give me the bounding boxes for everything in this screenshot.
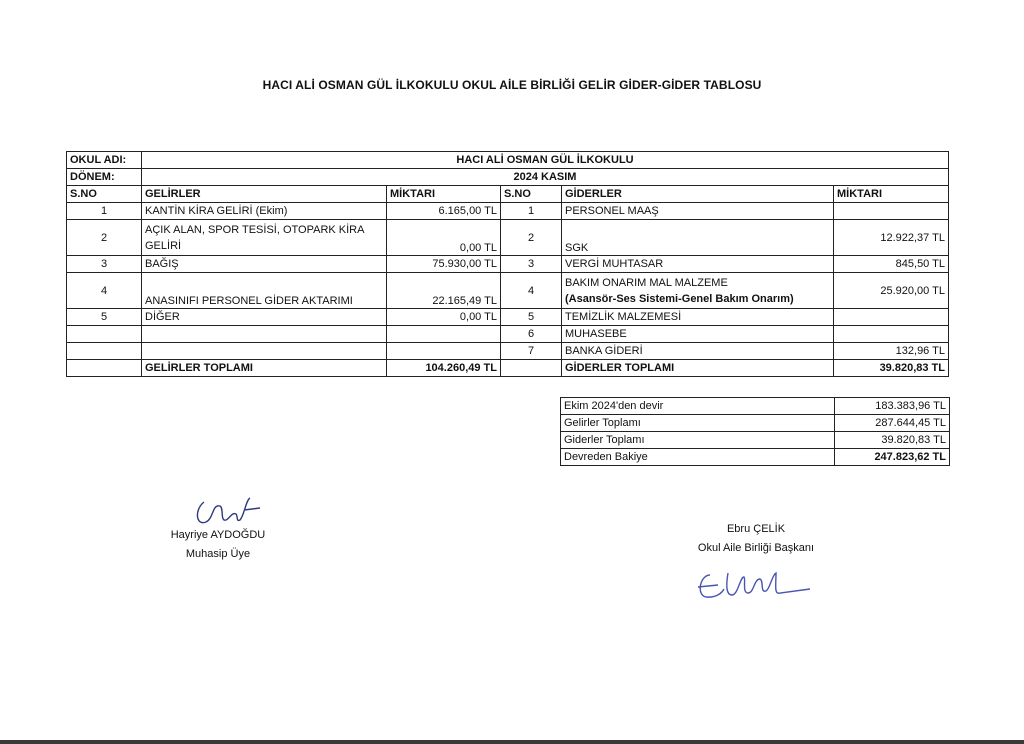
income-amount: 75.930,00 TL	[387, 256, 501, 273]
right-signer-name: Ebru ÇELİK	[726, 523, 786, 535]
right-signature	[688, 565, 818, 605]
expense-no: 3	[501, 256, 562, 273]
totals-blank	[67, 360, 142, 377]
summary-label: Ekim 2024'den devir	[561, 398, 835, 415]
income-total-label: GELİRLER TOPLAMI	[142, 360, 387, 377]
expense-amount: 25.920,00 TL	[834, 273, 949, 309]
col-sno-2: S.NO	[501, 186, 562, 203]
summary-row	[561, 415, 950, 432]
expense-no: 1	[501, 203, 562, 220]
table-row	[67, 343, 949, 360]
expense-name-detail: (Asansör-Ses Sistemi-Genel Bakım Onarım)	[565, 292, 794, 305]
expense-amount: 12.922,37 TL	[834, 220, 949, 256]
income-amount: 6.165,00 TL	[387, 203, 501, 220]
table-row	[67, 309, 949, 326]
expense-amount	[834, 309, 949, 326]
left-signature-block	[163, 526, 273, 564]
col-sno: S.NO	[67, 186, 142, 203]
expense-name: MUHASEBE	[562, 326, 834, 343]
table-row	[67, 203, 949, 220]
left-signer-role: Muhasip Üye	[185, 548, 251, 560]
expense-name: TEMİZLİK MALZEMESİ	[562, 309, 834, 326]
col-amount-2: MİKTARI	[834, 186, 949, 203]
table-row	[67, 256, 949, 273]
income-no: 5	[67, 309, 142, 326]
expense-amount: 845,50 TL	[834, 256, 949, 273]
expense-total-value: 39.820,83 TL	[834, 360, 949, 377]
income-no: 4	[67, 273, 142, 309]
balance-summary-table	[560, 397, 950, 466]
summary-value: 39.820,83 TL	[835, 432, 950, 449]
income-name: AÇIK ALAN, SPOR TESİSİ, OTOPARK KİRA GELİRİ	[142, 220, 387, 256]
income-name	[142, 343, 387, 360]
income-no	[67, 326, 142, 343]
col-amount: MİKTARI	[387, 186, 501, 203]
expense-name: BAKIM ONARIM MAL MALZEME	[565, 276, 728, 289]
income-no: 2	[67, 220, 142, 256]
expense-no: 7	[501, 343, 562, 360]
summary-row	[561, 398, 950, 415]
expense-no: 2	[501, 220, 562, 256]
table-row	[67, 220, 949, 256]
income-expense-table	[66, 151, 949, 377]
col-income: GELİRLER	[142, 186, 387, 203]
summary-label: Gelirler Toplamı	[561, 415, 835, 432]
document-title: HACI ALİ OSMAN GÜL İLKOKULU OKUL AİLE BİRLİĞİ GELİR GİDER-GİDER TABLOSU	[262, 78, 762, 92]
income-amount: 22.165,49 TL	[387, 273, 501, 309]
income-amount	[387, 343, 501, 360]
income-name	[142, 326, 387, 343]
summary-value: 247.823,62 TL	[835, 449, 950, 466]
summary-label: Giderler Toplamı	[561, 432, 835, 449]
income-total-value: 104.260,49 TL	[387, 360, 501, 377]
school-row	[67, 152, 949, 169]
expense-name: SGK	[562, 220, 834, 256]
income-name: ANASINIFI PERSONEL GİDER AKTARIMI	[142, 273, 387, 309]
expense-no: 4	[501, 273, 562, 309]
period-label: DÖNEM:	[67, 169, 142, 186]
expense-no: 5	[501, 309, 562, 326]
income-name: KANTİN KİRA GELİRİ (Ekim)	[142, 203, 387, 220]
income-amount: 0,00 TL	[387, 220, 501, 256]
school-value: HACI ALİ OSMAN GÜL İLKOKULU	[142, 152, 949, 169]
income-name: BAĞIŞ	[142, 256, 387, 273]
expense-name: VERGİ MUHTASAR	[562, 256, 834, 273]
income-no: 3	[67, 256, 142, 273]
period-value: 2024 KASIM	[142, 169, 949, 186]
table-row	[67, 273, 949, 309]
expense-total-label: GİDERLER TOPLAMI	[562, 360, 834, 377]
column-header-row	[67, 186, 949, 203]
scan-edge	[0, 740, 1024, 744]
table-row	[67, 326, 949, 343]
expense-amount	[834, 326, 949, 343]
income-amount	[387, 326, 501, 343]
expense-name-cell	[562, 273, 834, 309]
income-no: 1	[67, 203, 142, 220]
col-expense: GİDERLER	[562, 186, 834, 203]
summary-value: 287.644,45 TL	[835, 415, 950, 432]
summary-label: Devreden Bakiye	[561, 449, 835, 466]
expense-name: PERSONEL MAAŞ	[562, 203, 834, 220]
expense-name: BANKA GİDERİ	[562, 343, 834, 360]
right-signature-block	[676, 520, 836, 558]
summary-value: 183.383,96 TL	[835, 398, 950, 415]
income-name: DİĞER	[142, 309, 387, 326]
expense-amount	[834, 203, 949, 220]
summary-row	[561, 432, 950, 449]
income-no	[67, 343, 142, 360]
period-row	[67, 169, 949, 186]
totals-row	[67, 360, 949, 377]
left-signer-name: Hayriye AYDOĞDU	[170, 529, 266, 541]
school-label: OKUL ADI:	[67, 152, 142, 169]
summary-row	[561, 449, 950, 466]
totals-blank-2	[501, 360, 562, 377]
right-signer-role: Okul Aile Birliği Başkanı	[697, 542, 815, 554]
expense-amount: 132,96 TL	[834, 343, 949, 360]
expense-no: 6	[501, 326, 562, 343]
income-amount: 0,00 TL	[387, 309, 501, 326]
